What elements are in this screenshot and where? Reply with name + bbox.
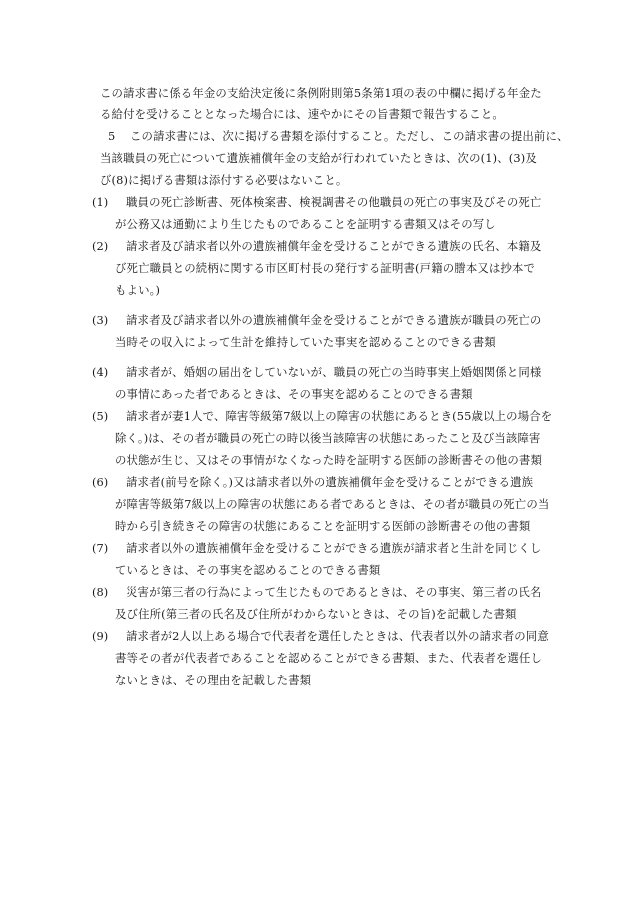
doc-9-line-3: ないときは、その理由を記載した書類 [115,673,312,687]
doc-6-line-1: 請求者(前号を除く。)又は請求者以外の遺族補償年金を受けることができる遺族 [126,475,534,489]
doc-6-line-3: 時から引き続きその障害の状態にあることを証明する医師の診断書その他の書類 [115,519,531,533]
doc-8-number: (8) [92,585,109,599]
doc-6-line-2: が障害等級第7級以上の障害の状態にある者であるときは、その者が職員の死亡の当 [115,497,550,511]
doc-4-line-2: の事情にあった者であるときは、その事実を認めることのできる書類 [115,387,473,401]
doc-2-line-3: もよい。) [115,283,161,297]
doc-3-line-2: 当時その収入によって生計を維持していた事実を認めることのできる書類 [115,335,496,349]
doc-7-line-1: 請求者以外の遺族補償年金を受けることができる遺族が請求者と生計を同じくし [126,541,542,555]
doc-7-number: (7) [92,541,109,555]
doc-3-number: (3) [92,313,109,327]
intro-line-2: る給付を受けることとなった場合には、速やかにその旨書類で報告すること。 [100,107,504,121]
doc-5-line-1: 請求者が妻1人で、障害等級第7級以上の障害の状態にあるとき(55歳以上の場合を [126,409,553,423]
doc-4-number: (4) [92,365,109,379]
doc-9-line-1: 請求者が2人以上ある場合で代表者を選任したときは、代表者以外の請求者の同意 [126,629,549,643]
doc-5-line-3: の状態が生じ、又はその事情がなくなった時を証明する医師の診断書その他の書類 [115,453,543,467]
item-5-line-2: 当該職員の死亡について遺族補償年金の支給が行われていたときは、次の(1)、(3)及 [100,151,537,165]
doc-5-number: (5) [92,409,109,423]
doc-8-line-2: 及び住所(第三者の氏名及び住所がわからないときは、その旨)を記載した書類 [115,607,517,621]
doc-1-line-1: 職員の死亡診断書、死体検案書、検視調書その他職員の死亡の事実及びその死亡 [126,195,542,209]
item-5-line-3: び(8)に掲げる書類は添付する必要はないこと。 [100,173,348,187]
doc-2-line-1: 請求者及び請求者以外の遺族補償年金を受けることができる遺族の氏名、本籍及 [126,239,542,253]
doc-4-line-1: 請求者が、婚姻の届出をしていないが、職員の死亡の当時事実上婚姻関係と同様 [126,365,542,379]
doc-7-line-2: ているときは、その事実を認めることのできる書類 [115,563,381,577]
doc-2-line-2: び死亡職員との続柄に関する市区町村長の発行する証明書(戸籍の謄本又は抄本で [115,261,536,275]
doc-9-number: (9) [92,629,109,643]
doc-1-line-2: が公務又は通勤により生じたものであることを証明する書類又はその写し [115,217,496,231]
doc-1-number: (1) [92,195,109,209]
doc-6-number: (6) [92,475,109,489]
doc-5-line-2: 除く。)は、その者が職員の死亡の時以後当該障害の状態にあったこと及び当該障害 [115,431,541,445]
doc-8-line-1: 災害が第三者の行為によって生じたものであるときは、その事実、第三者の氏名 [126,585,542,599]
doc-9-line-2: 書等その者が代表者であることを認めることができる書類、また、代表者を選任し [115,651,543,665]
item-5-line-1: この請求書には、次に掲げる書類を添付すること。ただし、この請求書の提出前に、 [130,129,569,143]
intro-line-1: この請求書に係る年金の支給決定後に条例附則第5条第1項の表の中欄に掲げる年金た [100,86,542,100]
doc-3-line-1: 請求者及び請求者以外の遺族補償年金を受けることができる遺族が職員の死亡の [126,313,542,327]
item-5-number: 5 [108,129,116,143]
doc-2-number: (2) [92,239,109,253]
